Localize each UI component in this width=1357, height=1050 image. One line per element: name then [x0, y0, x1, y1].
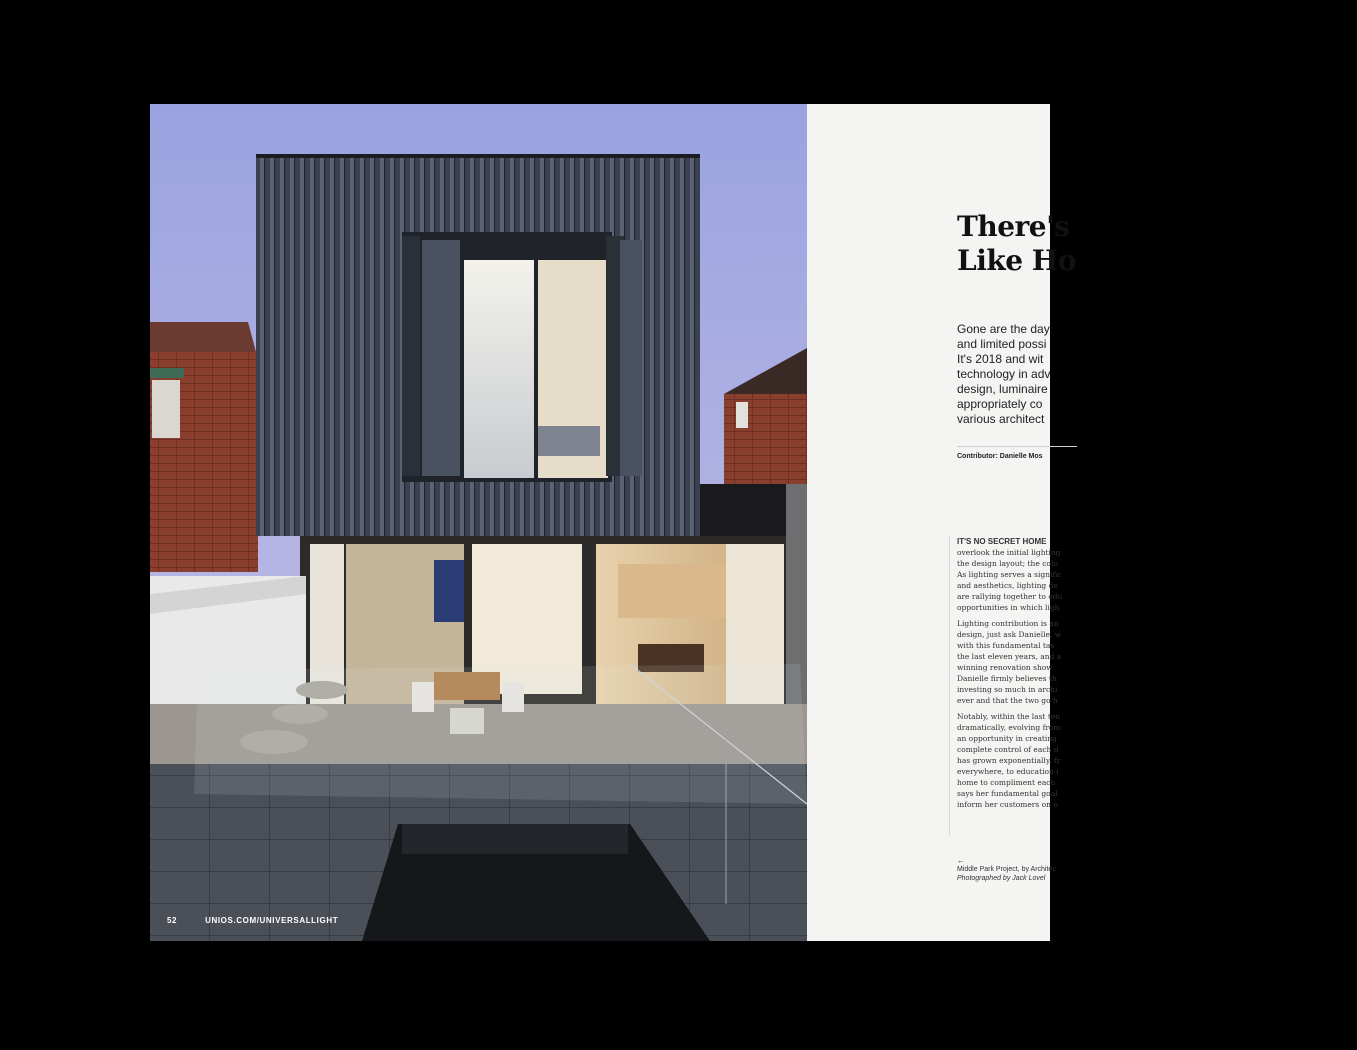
body-line: and aesthetics, lighting de	[957, 581, 1058, 590]
footer-url: UNIOS.COM/UNIVERSALLIGHT	[205, 916, 339, 925]
body-line: As lighting serves a signific	[957, 570, 1062, 579]
magazine-spread	[150, 104, 1076, 941]
caption-credit: Photographed by Jack Lovel	[957, 875, 1046, 882]
body-line: dramatically, evolving from	[957, 723, 1061, 732]
body-line: everywhere, to education i	[957, 767, 1059, 776]
body-line: Danielle firmly believes th	[957, 674, 1057, 683]
body-line: Notably, within the last ten	[957, 712, 1061, 721]
intro-line: Gone are the day	[957, 322, 1050, 336]
title-line: There's	[957, 210, 1070, 243]
body-line: says her fundamental goal	[957, 789, 1058, 798]
contributor-credit: Contributor: Danielle Mos	[957, 453, 1043, 460]
body-line: ever and that the two go h	[957, 696, 1058, 705]
body-line: an opportunity in creating	[957, 734, 1057, 743]
body-line: design, just ask Danielle, w	[957, 630, 1062, 639]
intro-line: design, luminaire	[957, 382, 1048, 396]
body-line: Lighting contribution is an	[957, 619, 1059, 628]
body-line: with this fundamental tas	[957, 641, 1055, 650]
body-line: investing so much in archi	[957, 685, 1058, 694]
body-paragraph	[957, 536, 1357, 613]
article-title	[957, 210, 1357, 278]
body-paragraph	[957, 618, 1357, 706]
intro-line: and limited possi	[957, 337, 1047, 351]
intro-line: It's 2018 and wit	[957, 352, 1044, 366]
body-line: IT'S NO SECRET HOME	[957, 537, 1047, 546]
body-line: inform her customers on o	[957, 800, 1058, 809]
intro-paragraph	[957, 322, 1357, 427]
title-line: Like Ho	[957, 244, 1076, 277]
article-body	[957, 536, 1357, 815]
house-photo	[150, 104, 807, 941]
left-page-footer	[167, 916, 338, 925]
caption-project: Middle Park Project, by Architec	[957, 866, 1056, 873]
intro-line: various architect	[957, 412, 1045, 426]
body-line: overlook the initial lighting	[957, 548, 1061, 557]
page-number: 52	[167, 916, 178, 925]
body-line: opportunities in which ligh	[957, 603, 1060, 612]
arrow-left-icon: ←	[957, 856, 965, 865]
right-page	[807, 104, 1076, 941]
intro-line: appropriately co	[957, 397, 1043, 411]
divider	[957, 446, 1077, 447]
column-rule	[949, 536, 950, 836]
intro-line: technology in adv	[957, 367, 1051, 381]
body-line: home to compliment each	[957, 778, 1056, 787]
body-line: the last eleven years, and a	[957, 652, 1062, 661]
body-line: the design layout; the colo	[957, 559, 1058, 568]
body-line: has grown exponentially, fr	[957, 756, 1061, 765]
house-illustration	[150, 104, 807, 941]
photo-caption	[957, 856, 1056, 883]
body-line: winning renovation show	[957, 663, 1053, 672]
body-line: complete control of each d	[957, 745, 1059, 754]
body-paragraph	[957, 711, 1357, 810]
body-line: are rallying together to edu	[957, 592, 1063, 601]
